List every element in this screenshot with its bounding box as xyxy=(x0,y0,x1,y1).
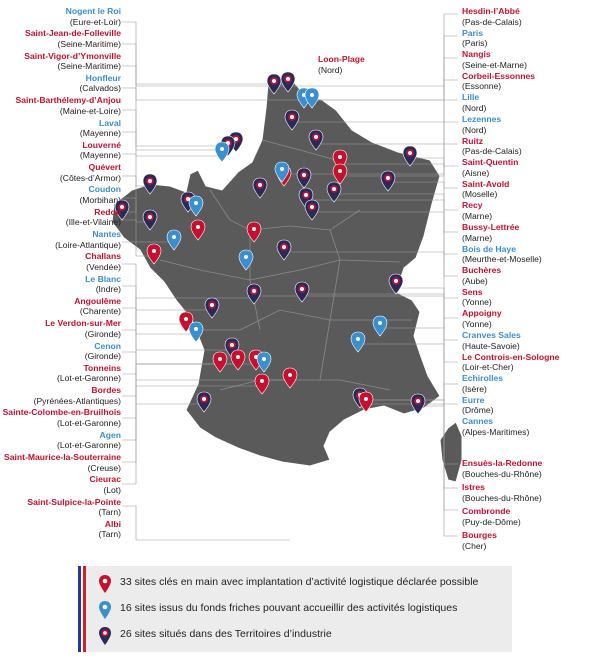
site-name: Nantes xyxy=(92,229,121,239)
site-name: Le Blanc xyxy=(85,273,121,284)
site-name: Nangis xyxy=(462,49,491,60)
site-department: (Pas-de-Calais) xyxy=(462,146,522,157)
site-label xyxy=(462,395,494,416)
site-label xyxy=(462,458,542,479)
site-label xyxy=(74,296,121,317)
site-name: Saint-Barthélemy-d’Anjou xyxy=(15,95,121,106)
site-label xyxy=(462,244,542,265)
site-label xyxy=(462,506,521,527)
site-label xyxy=(462,330,521,351)
legend-text-navy: 26 sites situés dans des Territoires d’industrie xyxy=(120,628,332,640)
site-department: (Aisne) xyxy=(462,167,490,178)
site-department: (Nord) xyxy=(462,124,487,135)
site-name: Angoulême xyxy=(74,295,121,306)
site-name: Saint-Quentin xyxy=(462,157,519,168)
site-department: (Indre) xyxy=(95,284,121,295)
site-label xyxy=(80,118,121,139)
site-name: Honfleur xyxy=(85,72,121,83)
site-department: (Lot-et-Garonne) xyxy=(56,373,121,384)
site-label xyxy=(60,162,121,183)
site-label xyxy=(462,71,535,92)
site-name: Ensuès-la-Redonne xyxy=(462,458,543,468)
leader-line xyxy=(122,110,236,146)
leader-line xyxy=(122,88,230,150)
site-label xyxy=(462,136,522,157)
site-department: (Bouches-du-Rhône) xyxy=(462,468,542,479)
site-name: Cannes xyxy=(462,416,494,427)
site-label xyxy=(79,184,121,205)
site-label xyxy=(15,95,121,116)
site-name: Lille xyxy=(462,92,480,103)
site-name: Saint-Maurice-la-Souterraine xyxy=(4,452,121,462)
site-label xyxy=(462,222,519,243)
site-name: Albi xyxy=(104,518,121,529)
site-name: Bois de Haye xyxy=(462,243,516,254)
site-name: Quévert xyxy=(88,162,121,173)
site-label xyxy=(57,363,121,384)
site-department: (Drôme) xyxy=(462,405,494,416)
site-department: (Alpes-Maritimes) xyxy=(462,426,530,437)
site-name: Cranves Sales xyxy=(462,330,521,340)
site-label xyxy=(462,287,492,308)
site-label xyxy=(462,157,518,178)
site-name: Combronde xyxy=(462,506,511,516)
site-department: (Charente) xyxy=(79,306,121,317)
site-department: (Aube) xyxy=(462,275,488,286)
corsica xyxy=(440,422,462,482)
site-name: Saint-Sulpice-la-Pointe xyxy=(27,496,121,507)
site-name: Bussy-Lettrée xyxy=(462,222,520,232)
leader-line xyxy=(304,80,458,100)
site-department: (Maine-et-Loire) xyxy=(59,105,121,116)
site-label xyxy=(462,530,497,551)
site-department: (Loir-et-Cher) xyxy=(462,362,514,373)
leader-line xyxy=(122,132,224,156)
site-department: (Nord) xyxy=(318,64,343,75)
site-department: (Paris) xyxy=(462,38,488,49)
site-department: (Seine-et-Marne) xyxy=(462,59,527,70)
leader-line xyxy=(122,44,284,84)
legend-item-navy xyxy=(98,626,332,649)
leader-line xyxy=(274,14,458,86)
site-name: Agen xyxy=(99,429,121,440)
site-label xyxy=(85,251,121,272)
site-department: (Tarn) xyxy=(98,529,121,540)
legend-item-blue xyxy=(98,600,458,623)
site-department: (Puy-de-Dôme) xyxy=(462,516,521,527)
leader-line xyxy=(122,506,290,540)
blue-pin-icon xyxy=(98,600,112,620)
site-name: Paris xyxy=(462,27,484,38)
site-name: Eurre xyxy=(462,394,485,405)
site-label xyxy=(24,51,121,72)
site-department: (Eure-et-Loir) xyxy=(69,16,121,27)
site-department: (Seine-Maritime) xyxy=(57,38,121,49)
red-pin-icon xyxy=(98,574,112,594)
site-department: (Mayenne) xyxy=(79,150,121,161)
site-name: Le Verdon-sur-Mer xyxy=(45,318,121,329)
site-department: (Essonne) xyxy=(462,81,502,92)
site-label xyxy=(462,28,487,49)
site-name: Cenon xyxy=(94,340,121,351)
site-department: (Creuse) xyxy=(87,462,121,473)
site-name: Istres xyxy=(462,482,485,492)
site-department: (Loire-Atlantique) xyxy=(55,239,121,250)
site-department: (Nord) xyxy=(462,102,487,113)
navy-pin-icon xyxy=(98,626,112,646)
site-name: Lezennes xyxy=(462,114,502,124)
legend-text-blue: 16 sites issus du fonds friches pouvant accueillir des activités logistiques xyxy=(120,602,458,614)
site-label xyxy=(4,452,121,473)
site-department: (Marne) xyxy=(462,232,493,243)
site-label xyxy=(462,265,501,286)
site-department: (Mayenne) xyxy=(79,128,121,139)
site-label xyxy=(25,28,121,49)
flag-bar xyxy=(78,566,86,652)
site-label xyxy=(462,92,486,113)
site-name: Le Controis-en-Sologne xyxy=(462,351,560,362)
site-label xyxy=(462,114,501,135)
site-name: Challans xyxy=(85,251,121,262)
site-label xyxy=(79,73,121,94)
site-label xyxy=(462,308,502,329)
site-department: (Lot-et-Garonne) xyxy=(56,417,121,428)
site-department: (Gironde) xyxy=(84,351,121,362)
site-name: Tonneins xyxy=(83,362,121,373)
site-department: (Haute-Savoie) xyxy=(462,340,520,351)
site-name: Bourges xyxy=(462,530,497,540)
site-label xyxy=(85,341,121,362)
site-label xyxy=(45,318,121,339)
site-department: (Yonne) xyxy=(462,297,492,308)
site-name: Sens xyxy=(462,286,483,297)
site-name: Redon xyxy=(94,206,121,217)
site-name: Recy xyxy=(462,200,483,211)
legend-text-red: 33 sites clés en main avec implantation d’activité logistique déclarée possible xyxy=(120,576,479,588)
legend xyxy=(78,566,512,652)
leader-line xyxy=(122,22,270,86)
site-department: (Vendée) xyxy=(86,261,121,272)
site-label xyxy=(89,474,121,495)
site-department: (Ille-et-Vilaine) xyxy=(65,217,121,228)
site-label xyxy=(462,352,559,373)
site-name: Loon-Plage xyxy=(318,54,365,64)
site-label xyxy=(80,140,121,161)
site-label xyxy=(66,6,121,27)
legend-item-red xyxy=(98,574,479,597)
site-label xyxy=(462,6,522,27)
site-department: (Cher) xyxy=(462,540,487,551)
site-department: (Côtes-d’Armor) xyxy=(59,172,121,183)
site-label xyxy=(3,407,121,428)
site-department: (Gironde) xyxy=(84,328,121,339)
site-name: Coudon xyxy=(88,184,121,195)
site-name: Laval xyxy=(99,117,121,128)
site-label xyxy=(318,54,365,75)
site-label xyxy=(99,519,121,540)
blue-pin-icon xyxy=(215,142,229,162)
site-name: Cieurac xyxy=(89,474,121,485)
site-name: Appoigny xyxy=(462,308,502,319)
site-label xyxy=(462,482,542,503)
site-label xyxy=(462,200,492,221)
site-label xyxy=(462,373,503,394)
site-department: (Seine-Maritime) xyxy=(57,61,121,72)
france-mainland xyxy=(112,78,440,466)
site-label xyxy=(462,416,529,437)
site-label xyxy=(66,207,121,228)
site-name: Hesdin-l’Abbé xyxy=(462,6,520,16)
site-department: (Pyrénées-Atlantiques) xyxy=(33,395,121,406)
site-department: (Pas-de-Calais) xyxy=(462,16,522,27)
site-name: Louverné xyxy=(82,139,121,150)
site-name: Saint-Vigor-d’Ymonville xyxy=(24,50,121,61)
site-label xyxy=(57,430,121,451)
site-department: (Moselle) xyxy=(462,189,498,200)
site-label xyxy=(462,179,509,200)
site-label xyxy=(34,385,121,406)
site-department: (Lot-et-Garonne) xyxy=(56,440,121,451)
site-name: Corbeil-Essonnes xyxy=(462,70,536,81)
site-department: (Yonne) xyxy=(462,318,492,329)
site-label xyxy=(85,274,121,295)
site-name: Saint-Jean-de-Folleville xyxy=(25,28,121,39)
site-label xyxy=(27,497,121,518)
site-department: (Lot) xyxy=(103,484,121,495)
site-name: Bordes xyxy=(91,385,121,396)
site-department: (Marne) xyxy=(462,210,493,221)
site-name: Ruitz xyxy=(462,135,484,146)
site-department: (Meurthe-et-Moselle) xyxy=(462,254,542,265)
site-department: (Tarn) xyxy=(98,507,121,518)
site-name: Saint-Avold xyxy=(462,178,510,189)
site-name: Echirolles xyxy=(462,373,504,384)
site-label xyxy=(462,49,527,70)
site-department: (Morbihan) xyxy=(79,194,121,205)
site-label xyxy=(55,229,121,250)
site-name: Sainte-Colombe-en-Bruilhois xyxy=(2,407,121,418)
site-name: Nogent le Roi xyxy=(65,6,121,16)
site-department: (Calvados) xyxy=(79,83,121,94)
site-department: (Isère) xyxy=(462,383,487,394)
site-name: Buchères xyxy=(462,265,502,276)
site-department: (Bouches-du-Rhône) xyxy=(462,492,542,503)
